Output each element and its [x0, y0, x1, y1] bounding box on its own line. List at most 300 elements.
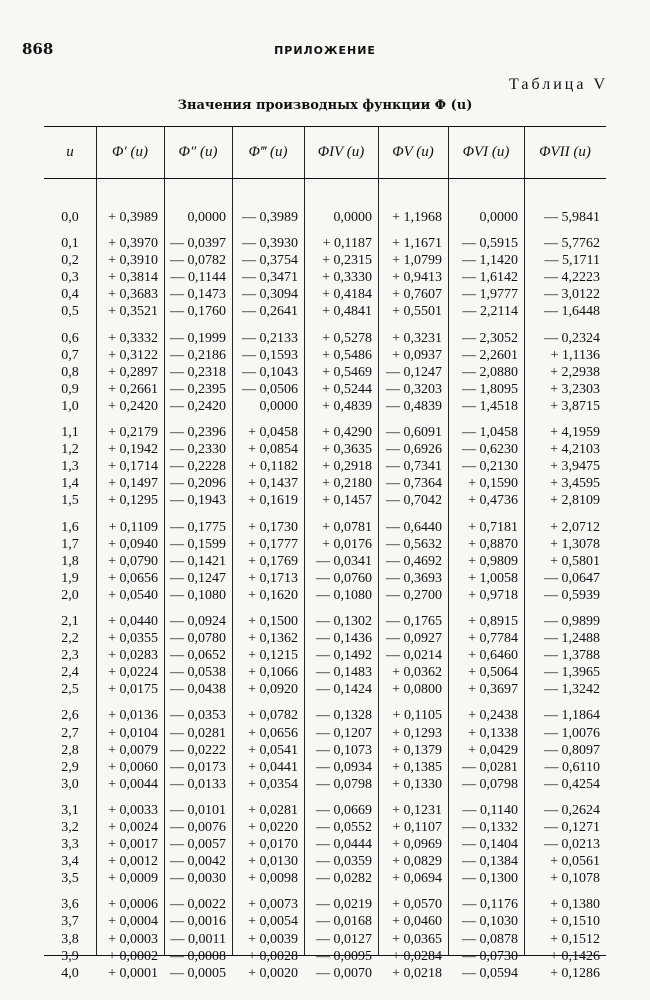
cell-value: + 0,0354 — [248, 776, 298, 792]
cell-value: — 0,2096 — [170, 476, 226, 492]
cell-u: 3,1 — [61, 802, 79, 818]
table-row — [44, 613, 606, 630]
cell-value: + 3,9475 — [550, 459, 600, 475]
header-phi1: Φ′ (u) — [112, 144, 148, 160]
table-row — [44, 458, 606, 475]
cell-value: — 0,0127 — [316, 931, 372, 947]
cell-u: 2,8 — [61, 742, 79, 758]
table-row — [44, 681, 606, 698]
cell-value: + 0,0073 — [248, 897, 298, 913]
cell-value: — 1,3788 — [544, 648, 600, 664]
cell-value: + 0,1510 — [550, 914, 600, 930]
cell-u: 2,3 — [61, 648, 79, 664]
cell-value: — 5,7762 — [544, 236, 600, 252]
cell-value: — 0,0168 — [316, 914, 372, 930]
cell-value: + 0,0003 — [108, 931, 158, 947]
cell-value: + 0,0033 — [108, 802, 158, 818]
cell-value: — 0,0222 — [170, 742, 226, 758]
cell-value: + 0,7607 — [392, 287, 442, 303]
cell-value: + 0,0854 — [248, 442, 298, 458]
cell-value: + 0,3122 — [108, 347, 158, 363]
cell-value: + 0,1105 — [392, 708, 442, 724]
cell-value: — 0,1765 — [386, 613, 442, 629]
cell-value: + 0,0283 — [108, 648, 158, 664]
cell-value: + 0,2179 — [108, 425, 158, 441]
cell-value: — 5,1711 — [544, 253, 600, 269]
cell-value: + 0,1330 — [392, 776, 442, 792]
cell-u: 4,0 — [61, 965, 79, 981]
cell-value: + 0,0028 — [248, 948, 298, 964]
row-group — [44, 235, 606, 320]
cell-value: — 0,2130 — [462, 459, 518, 475]
cell-value: — 0,1080 — [316, 587, 372, 603]
cell-value: + 0,2918 — [322, 459, 372, 475]
cell-value: + 3,2303 — [550, 381, 600, 397]
derivatives-table — [44, 126, 606, 981]
cell-value: + 1,1968 — [392, 210, 442, 225]
table-row — [44, 725, 606, 742]
cell-value: — 0,1473 — [170, 287, 226, 303]
cell-value: + 3,8715 — [550, 398, 600, 414]
table-row — [44, 553, 606, 570]
cell-value: — 1,4518 — [462, 398, 518, 414]
cell-value: + 0,0012 — [108, 854, 158, 870]
cell-value: — 1,8095 — [462, 381, 518, 397]
cell-value: + 0,0540 — [108, 587, 158, 603]
cell-u: 1,3 — [61, 459, 79, 475]
cell-value: + 0,1713 — [248, 570, 298, 586]
cell-u: 2,7 — [61, 725, 79, 741]
cell-value: — 0,1247 — [170, 570, 226, 586]
cell-u: 2,5 — [61, 682, 79, 698]
cell-value: — 0,7364 — [386, 476, 442, 492]
cell-value: — 0,2395 — [170, 381, 226, 397]
cell-value: — 0,3754 — [242, 253, 298, 269]
cell-value: + 0,0044 — [108, 776, 158, 792]
table-row — [44, 424, 606, 441]
header-phi6: ΦVI (u) — [462, 144, 510, 160]
cell-value: + 0,3970 — [108, 236, 158, 252]
cell-value: — 0,2186 — [170, 347, 226, 363]
cell-value: — 0,0669 — [316, 802, 372, 818]
cell-value: — 0,1207 — [316, 725, 372, 741]
cell-value: + 0,3814 — [108, 270, 158, 286]
cell-value: — 0,1328 — [316, 708, 372, 724]
cell-value: — 0,6091 — [386, 425, 442, 441]
cell-value: — 1,1420 — [462, 253, 518, 269]
cell-value: — 0,0057 — [170, 837, 226, 853]
cell-value: — 0,1760 — [170, 304, 226, 320]
cell-value: + 0,0781 — [322, 519, 372, 535]
cell-value: + 0,5486 — [322, 347, 372, 363]
cell-value: + 0,1293 — [392, 725, 442, 741]
cell-value: + 0,0782 — [248, 708, 298, 724]
cell-value: + 0,8870 — [468, 536, 518, 552]
table-row — [44, 819, 606, 836]
cell-u: 1,9 — [61, 570, 79, 586]
cell-value: + 0,3910 — [108, 253, 158, 269]
cell-value: + 0,0355 — [108, 631, 158, 647]
cell-value: — 0,2700 — [386, 587, 442, 603]
cell-value: — 0,8097 — [544, 742, 600, 758]
cell-value: + 0,3697 — [468, 682, 518, 698]
cell-value: — 0,2324 — [544, 330, 600, 346]
cell-value: — 0,0281 — [462, 759, 518, 775]
cell-value: — 0,0538 — [170, 665, 226, 681]
cell-value: + 0,0561 — [550, 854, 600, 870]
cell-u: 0,4 — [61, 287, 79, 303]
cell-value: + 0,1777 — [248, 536, 298, 552]
cell-value: — 0,6926 — [386, 442, 442, 458]
table-row — [44, 948, 606, 965]
cell-value: — 0,2396 — [170, 425, 226, 441]
cell-value: — 0,1492 — [316, 648, 372, 664]
header-phi2: Φ″ (u) — [178, 144, 218, 160]
cell-value: + 0,2420 — [108, 398, 158, 414]
cell-value: — 0,0927 — [386, 631, 442, 647]
cell-u: 3,7 — [61, 914, 79, 930]
cell-value: — 0,0282 — [316, 871, 372, 887]
table-row — [44, 630, 606, 647]
cell-value: — 0,4839 — [386, 398, 442, 414]
cell-value: + 0,0136 — [108, 708, 158, 724]
cell-value: + 0,0060 — [108, 759, 158, 775]
cell-value: + 0,0006 — [108, 897, 158, 913]
table-row — [44, 776, 606, 793]
cell-value: + 0,0441 — [248, 759, 298, 775]
cell-value: — 2,2114 — [462, 304, 518, 320]
cell-u: 0,0 — [61, 210, 79, 225]
cell-value: — 0,0552 — [316, 820, 372, 835]
cell-value: — 0,0780 — [170, 631, 226, 647]
cell-value: + 0,4290 — [322, 425, 372, 441]
cell-value: + 0,5801 — [550, 553, 600, 569]
cell-value: — 0,3471 — [242, 270, 298, 286]
running-head: ПРИЛОЖЕНИЕ — [274, 44, 376, 57]
cell-u: 0,1 — [61, 236, 79, 252]
cell-value: — 0,6110 — [544, 759, 600, 775]
table-row — [44, 836, 606, 853]
cell-u: 1,7 — [61, 536, 79, 552]
cell-value: — 0,0095 — [316, 948, 372, 964]
cell-value: — 0,3094 — [242, 287, 298, 303]
cell-value: + 0,3231 — [392, 330, 442, 346]
cell-value: — 0,1483 — [316, 665, 372, 681]
cell-value: — 0,1300 — [462, 871, 518, 887]
cell-u: 0,9 — [61, 381, 79, 397]
cell-value: + 0,0790 — [108, 553, 158, 569]
cell-value: — 0,0730 — [462, 948, 518, 964]
header-phi4: ΦIV (u) — [317, 144, 365, 160]
cell-value: — 0,1999 — [170, 330, 226, 346]
cell-value: — 0,5632 — [386, 536, 442, 552]
table-row — [44, 742, 606, 759]
cell-value: — 0,5939 — [544, 587, 600, 603]
cell-value: + 0,0656 — [248, 725, 298, 741]
cell-value: + 0,1590 — [468, 476, 518, 492]
cell-u: 0,8 — [61, 364, 79, 380]
cell-value: + 0,1182 — [248, 459, 298, 475]
cell-value: + 0,4184 — [322, 287, 372, 303]
cell-value: — 0,1302 — [316, 613, 372, 629]
cell-value: — 0,1404 — [462, 837, 518, 853]
cell-value: — 0,0213 — [544, 837, 600, 853]
cell-value: — 0,1384 — [462, 854, 518, 870]
cell-u: 3,3 — [61, 837, 79, 853]
cell-value: + 0,0362 — [392, 665, 442, 681]
cell-value: 0,0000 — [333, 210, 372, 225]
cell-value: — 0,1424 — [316, 682, 372, 698]
cell-value: + 0,0024 — [108, 820, 158, 835]
cell-value: + 0,1109 — [108, 519, 158, 535]
cell-value: — 0,0652 — [170, 648, 226, 664]
cell-value: + 0,0440 — [108, 613, 158, 629]
cell-u: 2,2 — [61, 631, 79, 647]
cell-value: + 0,2315 — [322, 253, 372, 269]
cell-value: + 0,0220 — [248, 820, 298, 835]
cell-value: — 0,1593 — [242, 347, 298, 363]
table-row — [44, 570, 606, 587]
cell-value: + 0,0218 — [392, 965, 442, 981]
cell-value: + 0,1437 — [248, 476, 298, 492]
cell-value: + 0,0004 — [108, 914, 158, 930]
table-row — [44, 286, 606, 303]
cell-value: — 1,0076 — [544, 725, 600, 741]
cell-value: — 0,0359 — [316, 854, 372, 870]
row-group — [44, 424, 606, 509]
cell-value: — 0,0594 — [462, 965, 518, 981]
cell-value: — 0,1043 — [242, 364, 298, 380]
cell-value: + 0,0054 — [248, 914, 298, 930]
cell-value: + 0,1619 — [248, 493, 298, 509]
cell-u: 1,1 — [61, 425, 79, 441]
table-row — [44, 802, 606, 819]
row-group — [44, 209, 606, 226]
cell-value: — 0,0397 — [170, 236, 226, 252]
cell-value: — 0,0438 — [170, 682, 226, 698]
cell-value: — 0,9899 — [544, 613, 600, 629]
cell-value: + 1,1671 — [392, 236, 442, 252]
row-group — [44, 330, 606, 415]
row-group — [44, 613, 606, 698]
header-phi7: ΦVII (u) — [539, 144, 591, 160]
cell-value: + 0,1942 — [108, 442, 158, 458]
cell-value: — 0,0760 — [316, 570, 372, 586]
cell-value: — 0,0008 — [170, 948, 226, 964]
cell-value: — 0,1599 — [170, 536, 226, 552]
cell-value: — 0,0022 — [170, 897, 226, 913]
cell-value: 0,0000 — [187, 210, 226, 225]
cell-value: — 2,0880 — [462, 364, 518, 380]
cell-u: 2,9 — [61, 759, 79, 775]
cell-u: 2,6 — [61, 708, 79, 724]
cell-value: + 2,2938 — [550, 364, 600, 380]
table-body — [44, 187, 606, 991]
cell-u: 1,8 — [61, 553, 79, 569]
cell-value: + 0,8915 — [468, 613, 518, 629]
table-row — [44, 965, 606, 982]
cell-u: 0,7 — [61, 347, 79, 363]
cell-value: + 0,1286 — [550, 965, 600, 981]
cell-value: — 0,0030 — [170, 871, 226, 887]
cell-u: 1,5 — [61, 493, 79, 509]
cell-value: + 0,3330 — [322, 270, 372, 286]
cell-u: 1,4 — [61, 476, 79, 492]
cell-value: — 0,0924 — [170, 613, 226, 629]
cell-value: + 4,1959 — [550, 425, 600, 441]
cell-value: — 5,9841 — [544, 210, 600, 225]
cell-value: — 0,0782 — [170, 253, 226, 269]
cell-value: — 0,1332 — [462, 820, 518, 835]
cell-value: — 0,3930 — [242, 236, 298, 252]
cell-u: 2,1 — [61, 613, 79, 629]
cell-value: + 0,5501 — [392, 304, 442, 320]
cell-value: + 0,1769 — [248, 553, 298, 569]
cell-value: — 0,0005 — [170, 965, 226, 981]
cell-value: — 0,0506 — [242, 381, 298, 397]
cell-value: + 0,1215 — [248, 648, 298, 664]
cell-value: — 0,0011 — [170, 931, 226, 947]
table-row — [44, 853, 606, 870]
row-group — [44, 896, 606, 981]
cell-value: — 0,0042 — [170, 854, 226, 870]
cell-value: + 0,2897 — [108, 364, 158, 380]
cell-value: — 0,1436 — [316, 631, 372, 647]
cell-value: + 0,1362 — [248, 631, 298, 647]
cell-value: + 0,1497 — [108, 476, 158, 492]
cell-value: — 1,9777 — [462, 287, 518, 303]
cell-value: + 0,1457 — [322, 493, 372, 509]
table-row — [44, 475, 606, 492]
cell-value: + 0,0281 — [248, 802, 298, 818]
cell-value: — 0,2624 — [544, 802, 600, 818]
cell-value: + 0,7181 — [468, 519, 518, 535]
cell-value: + 0,1231 — [392, 802, 442, 818]
cell-u: 3,9 — [61, 948, 79, 964]
cell-value: + 0,5278 — [322, 330, 372, 346]
table-row — [44, 303, 606, 320]
cell-value: — 0,3989 — [242, 210, 298, 225]
cell-value: + 0,1730 — [248, 519, 298, 535]
cell-value: — 0,2641 — [242, 304, 298, 320]
header-phi3: Φ‴ (u) — [248, 144, 288, 160]
cell-value: + 0,0001 — [108, 965, 158, 981]
cell-u: 3,0 — [61, 776, 79, 792]
table-row — [44, 235, 606, 252]
cell-value: + 1,0058 — [468, 570, 518, 586]
cell-value: — 0,0219 — [316, 897, 372, 913]
cell-value: + 0,0460 — [392, 914, 442, 930]
cell-value: — 0,2330 — [170, 442, 226, 458]
cell-value: + 0,6460 — [468, 648, 518, 664]
cell-value: — 0,1080 — [170, 587, 226, 603]
table-label: Таблица V — [509, 76, 608, 93]
cell-value: + 0,0079 — [108, 742, 158, 758]
cell-value: + 0,1500 — [248, 613, 298, 629]
cell-value: + 0,0365 — [392, 931, 442, 947]
cell-value: — 0,2420 — [170, 398, 226, 414]
cell-value: — 1,2488 — [544, 631, 600, 647]
cell-value: — 0,1943 — [170, 493, 226, 509]
table-row — [44, 707, 606, 724]
cell-value: + 0,3635 — [322, 442, 372, 458]
cell-value: + 0,5064 — [468, 665, 518, 681]
cell-value: — 0,0341 — [316, 553, 372, 569]
cell-value: — 0,2228 — [170, 459, 226, 475]
cell-u: 1,6 — [61, 519, 79, 535]
cell-value: + 0,5469 — [322, 364, 372, 380]
table-row — [44, 209, 606, 226]
cell-value: + 0,1385 — [392, 759, 442, 775]
cell-value: + 0,2661 — [108, 381, 158, 397]
table-row — [44, 587, 606, 604]
cell-value: — 0,0444 — [316, 837, 372, 853]
cell-value: — 0,3693 — [386, 570, 442, 586]
cell-value: + 0,0170 — [248, 837, 298, 853]
table-row — [44, 664, 606, 681]
cell-value: + 0,4841 — [322, 304, 372, 320]
cell-value: — 0,0070 — [316, 965, 372, 981]
cell-value: — 0,0076 — [170, 820, 226, 835]
cell-value: — 0,1271 — [544, 820, 600, 835]
cell-value: — 0,0281 — [170, 725, 226, 741]
cell-u: 1,2 — [61, 442, 79, 458]
cell-u: 3,5 — [61, 871, 79, 887]
cell-value: + 0,3521 — [108, 304, 158, 320]
header-phi5: ΦV (u) — [392, 144, 434, 160]
cell-value: + 0,0940 — [108, 536, 158, 552]
cell-value: — 0,2133 — [242, 330, 298, 346]
cell-u: 1,0 — [61, 398, 79, 414]
cell-value: — 0,6230 — [462, 442, 518, 458]
cell-value: + 0,2438 — [468, 708, 518, 724]
cell-value: + 0,4839 — [322, 398, 372, 414]
cell-value: + 4,2103 — [550, 442, 600, 458]
cell-value: + 0,1338 — [468, 725, 518, 741]
cell-value: + 0,0800 — [392, 682, 442, 698]
cell-value: — 0,5915 — [462, 236, 518, 252]
cell-value: + 0,1187 — [322, 236, 372, 252]
cell-value: + 2,8109 — [550, 493, 600, 509]
cell-value: — 3,0122 — [544, 287, 600, 303]
cell-value: + 0,0920 — [248, 682, 298, 698]
cell-value: — 0,1421 — [170, 553, 226, 569]
page-number: 868 — [22, 40, 54, 58]
table-caption: Значения производных функции Φ (u) — [177, 98, 473, 113]
cell-value: + 0,1066 — [248, 665, 298, 681]
cell-value: + 0,9809 — [468, 553, 518, 569]
cell-value: + 0,0009 — [108, 871, 158, 887]
cell-value: — 0,2318 — [170, 364, 226, 380]
cell-value: + 0,0284 — [392, 948, 442, 964]
table-row — [44, 330, 606, 347]
cell-value: + 0,5244 — [322, 381, 372, 397]
cell-value: — 0,0173 — [170, 759, 226, 775]
cell-value: + 0,0098 — [248, 871, 298, 887]
cell-value: — 0,1144 — [170, 270, 226, 286]
cell-value: + 0,0656 — [108, 570, 158, 586]
cell-u: 0,6 — [61, 330, 79, 346]
cell-value: — 1,1864 — [544, 708, 600, 724]
cell-value: + 0,0570 — [392, 897, 442, 913]
table-row — [44, 870, 606, 887]
cell-value: — 1,3242 — [544, 682, 600, 698]
table-row — [44, 364, 606, 381]
cell-value: — 0,0214 — [386, 648, 442, 664]
cell-value: 0,0000 — [479, 210, 518, 225]
cell-value: + 0,1714 — [108, 459, 158, 475]
cell-value: + 0,0039 — [248, 931, 298, 947]
